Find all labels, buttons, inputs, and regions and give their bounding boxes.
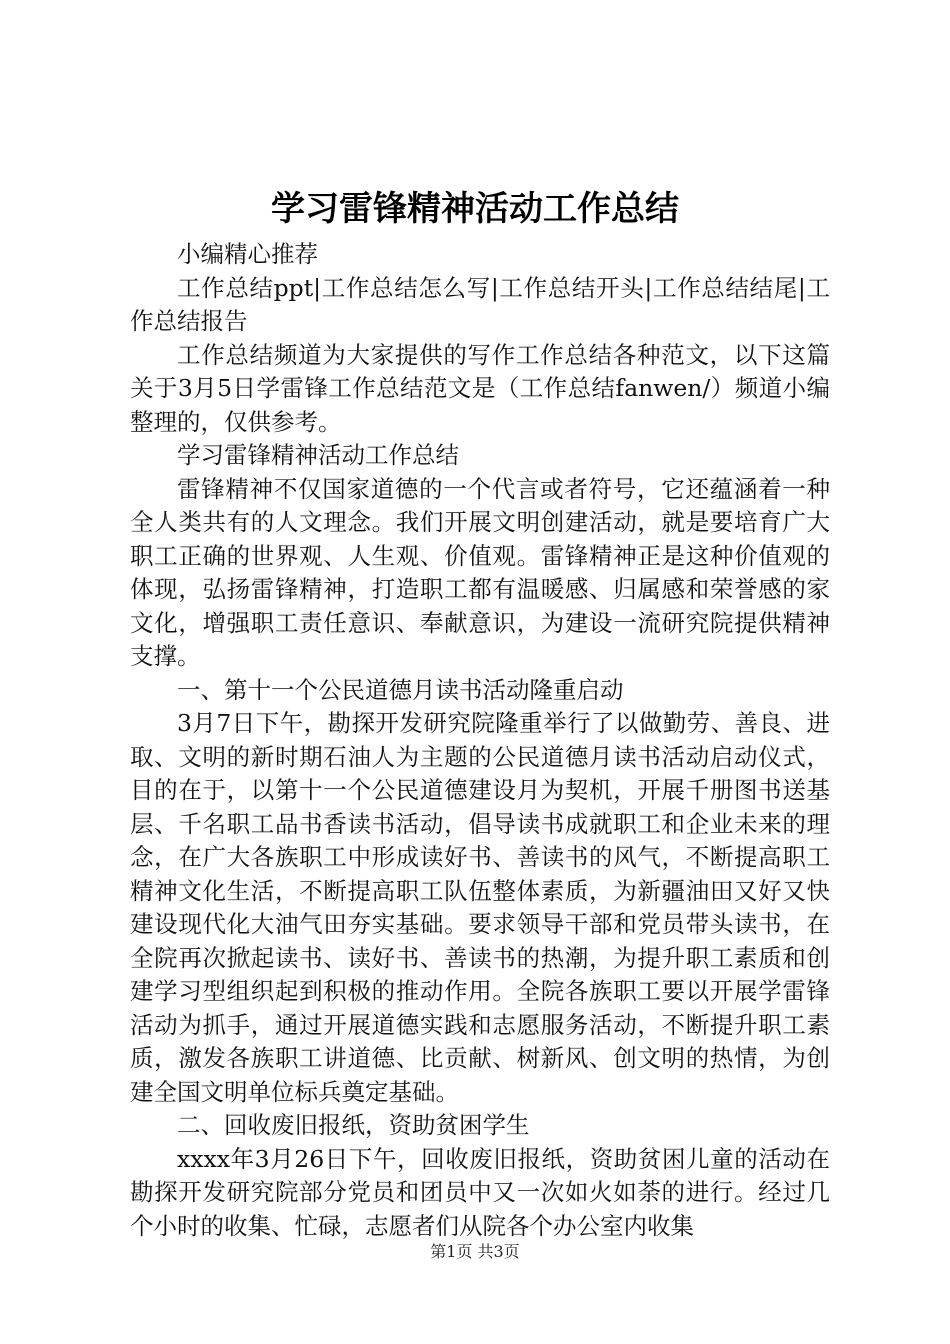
document-title: 学习雷锋精神活动工作总结 xyxy=(271,189,679,229)
section-heading-2: 二、回收废旧报纸，资助贫困学生 xyxy=(177,1111,530,1139)
paragraph-newspaper-recycling: xxxx年3月26日下午，回收废旧报纸，资助贫困儿童的活动在勘探开发研究院部分党员和团员中又一次如火如荼的进行。经过几个小时的收集、忙碌，志愿者们从院各个办公室内收集 xyxy=(130,1144,830,1240)
paragraph-reading-activity: 3月7日下午，勘探开发研究院隆重举行了以做勤劳、善良、进取、文明的新时期石油人为主题的公民道德月读书活动启动仪式，目的在于，以第十一个公民道德建设月为契机，开展千册图书送基层、千名职工品书香读书活动，倡导读书成就职工和企业未来的理念，在广大各族职工中形成读好书、善读书的风气，不断提高职工精神文化生活，不断提高职工队伍整体素质，为新疆油田又好又快建设现代化大油气田夯实基础。要求领导干部和党员带头读书，在全院再次掀起读书、读好书、善读书的热潮，为提升职工素质和创建学习型组织起到积极的推动作用。全院各族职工要以开展学雷锋活动为抓手，通过开展道德实践和志愿服务活动，不断提升职工素质，激发各族职工讲道德、比贡献、树新风、创文明的热情，为创建全国文明单位标兵奠定基础。 xyxy=(130,709,830,1106)
paragraph-subtitle: 学习雷锋精神活动工作总结 xyxy=(177,441,459,469)
paragraph-lei-feng-spirit: 雷锋精神不仅国家道德的一个代言或者符号，它还蕴涵着一种全人类共有的人文理念。我们开展文明创建活动，就是要培育广大职工正确的世界观、人生观、价值观。雷锋精神正是这种价值观的体现，弘扬雷锋精神，打造职工都有温暖感、归属感和荣誉感的家文化，增强职工责任意识、奉献意识，为建设一流研究院提供精神支撑。 xyxy=(130,474,830,670)
paragraph-topic-links: 工作总结ppt|工作总结怎么写|工作总结开头|工作总结结尾|工作总结报告 xyxy=(130,273,830,335)
paragraph-editor-recommend: 小编精心推荐 xyxy=(177,240,318,268)
paragraph-intro: 工作总结频道为大家提供的写作工作总结各种范文，以下这篇关于3月5日学雷锋工作总结范文是（工作总结fanwen/）频道小编整理的，仅供参考。 xyxy=(130,340,830,436)
section-heading-1: 一、第十一个公民道德月读书活动隆重启动 xyxy=(177,675,624,704)
document-body xyxy=(130,238,830,1243)
page-footer: 第1页 共3页 xyxy=(430,1242,520,1261)
